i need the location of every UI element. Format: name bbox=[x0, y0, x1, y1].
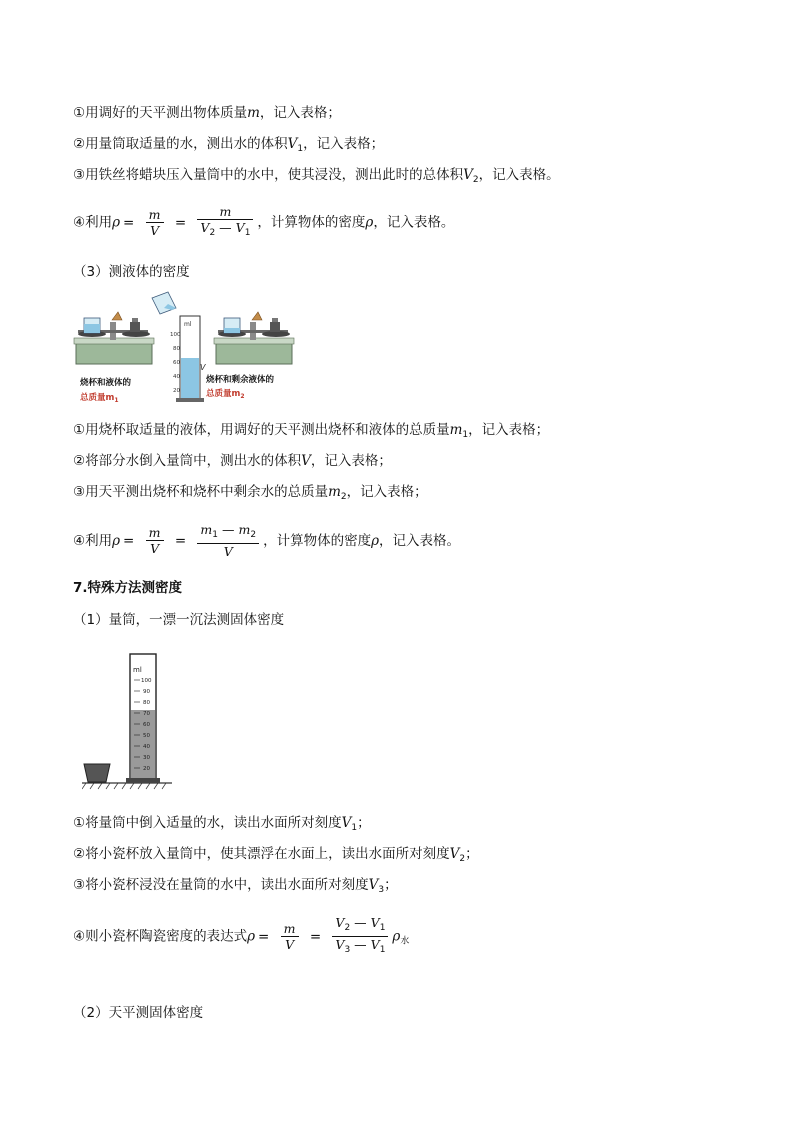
liquid-density-figure bbox=[72, 290, 302, 408]
denominator: V bbox=[197, 543, 259, 560]
step-text: ； bbox=[357, 815, 371, 831]
step-text: ④利用 bbox=[73, 533, 113, 549]
var-V: V bbox=[370, 915, 380, 930]
subscript: 1 bbox=[244, 228, 251, 238]
cylinder-tick: 60 bbox=[143, 722, 150, 728]
step-text: ③将小瓷杯浸没在量筒的水中，读出水面所对刻度 bbox=[73, 877, 369, 893]
fraction-m-over-V bbox=[146, 525, 164, 557]
rho-symbol: ρ bbox=[247, 928, 256, 945]
cylinder-V-label: V bbox=[200, 363, 206, 372]
denominator: V bbox=[281, 936, 299, 953]
numerator: m bbox=[219, 204, 232, 219]
balance-right bbox=[214, 312, 294, 364]
special-step-4-formula bbox=[73, 915, 409, 962]
minus-sign: — bbox=[354, 915, 367, 930]
solid-step-4-formula bbox=[73, 204, 454, 241]
step-text: ④则小瓷杯陶瓷密度的表达式 bbox=[73, 928, 248, 945]
caption-sub: 2 bbox=[240, 393, 245, 400]
equals-sign: = bbox=[123, 533, 135, 549]
var-m: m bbox=[238, 522, 251, 537]
cylinder-tick: 80 bbox=[143, 700, 150, 706]
solid-step-3 bbox=[73, 165, 560, 190]
step-text: ，记入表格。 bbox=[379, 533, 461, 549]
step-text: ②用量筒取适量的水，测出水的体积 bbox=[73, 136, 288, 152]
step-text: ①用调好的天平测出物体质量 bbox=[73, 105, 248, 121]
special-methods-heading: 7.特殊方法测密度 bbox=[73, 580, 183, 596]
numerator: m bbox=[148, 206, 161, 222]
step-text: ，记入表格； bbox=[346, 484, 428, 500]
caption-sub: 1 bbox=[114, 397, 119, 404]
step-text: ，记入表格； bbox=[259, 105, 341, 121]
cylinder-and-cup-figure bbox=[82, 648, 172, 790]
denominator bbox=[332, 936, 388, 958]
subscript: 2 bbox=[340, 492, 347, 502]
step-text: ，记入表格。 bbox=[373, 214, 455, 231]
subscript: 2 bbox=[472, 175, 479, 185]
fraction-m-over-V bbox=[146, 207, 164, 239]
equals-sign: = bbox=[174, 214, 187, 231]
subscript: 2 bbox=[209, 228, 216, 238]
cylinder-ml-label: ml bbox=[133, 666, 142, 674]
numerator bbox=[197, 522, 259, 543]
subscript: 3 bbox=[378, 885, 385, 895]
subscript: 1 bbox=[297, 144, 304, 154]
var-V: V bbox=[463, 167, 473, 183]
cylinder-tick: 40 bbox=[143, 744, 150, 750]
subscript: 1 bbox=[462, 430, 469, 440]
step-text: ④利用 bbox=[73, 214, 113, 231]
liquid-step-3 bbox=[73, 482, 428, 507]
var-V: V bbox=[200, 220, 210, 235]
denominator: V bbox=[146, 222, 164, 239]
step-text: ； bbox=[465, 846, 479, 862]
step-text: ③用天平测出烧杯和烧杯中剩余水的总质量 bbox=[73, 484, 329, 500]
fraction-m-over-V bbox=[281, 921, 299, 953]
var-V: V bbox=[368, 877, 379, 893]
caption-left-line2 bbox=[80, 392, 119, 404]
minus-sign: — bbox=[219, 220, 232, 235]
minus-sign: — bbox=[222, 522, 235, 537]
var-V: V bbox=[301, 453, 311, 469]
rho-symbol: ρ bbox=[371, 533, 380, 549]
special-step-2 bbox=[73, 844, 479, 869]
rho-symbol: ρ bbox=[112, 533, 121, 549]
liquid-step-2 bbox=[73, 451, 392, 471]
subscript: 2 bbox=[344, 923, 351, 933]
var-V: V bbox=[370, 937, 380, 952]
subscript-water: 水 bbox=[400, 936, 410, 947]
caption-right-line1: 烧杯和剩余液体的 bbox=[206, 375, 275, 385]
var-V: V bbox=[335, 915, 345, 930]
rho-symbol: ρ bbox=[365, 214, 374, 231]
var-V: V bbox=[449, 846, 460, 862]
fraction-m1-m2-over-V bbox=[197, 522, 259, 560]
step-text: ①用烧杯取适量的液体，用调好的天平测出烧杯和液体的总质量 bbox=[73, 422, 450, 438]
fraction-V2-V1-over-V3-V1 bbox=[332, 915, 388, 958]
step-text: ； bbox=[384, 877, 398, 893]
equals-sign: = bbox=[309, 928, 322, 945]
subscript: 2 bbox=[459, 854, 466, 864]
step-text: ②将部分水倒入量筒中，测出水的体积 bbox=[73, 453, 302, 469]
liquid-heading: （3）测液体的密度 bbox=[73, 264, 190, 280]
subscript: 1 bbox=[379, 945, 386, 955]
var-m: m bbox=[328, 484, 341, 500]
numerator bbox=[332, 915, 388, 936]
step-text: ，记入表格。 bbox=[478, 167, 560, 183]
liquid-step-1 bbox=[73, 420, 549, 445]
step-text: ①将量筒中倒入适量的水，读出水面所对刻度 bbox=[73, 815, 342, 831]
porcelain-cup-icon bbox=[84, 764, 110, 782]
cylinder-tick: 20 bbox=[173, 388, 180, 394]
var-V: V bbox=[287, 136, 298, 152]
subscript: 1 bbox=[351, 823, 358, 833]
special-sub-heading-2: （2）天平测固体密度 bbox=[73, 1005, 204, 1021]
cylinder-tick: 80 bbox=[173, 346, 180, 352]
cylinder-tick: 70 bbox=[143, 711, 150, 717]
step-text: ，计算物体的密度 bbox=[263, 533, 372, 549]
var-m: m bbox=[200, 522, 213, 537]
subscript: 3 bbox=[344, 945, 351, 955]
minus-sign: — bbox=[354, 937, 367, 952]
step-text: ③用铁丝将蜡块压入量筒中的水中，使其浸没，测出此时的总体积 bbox=[73, 167, 464, 183]
var-m: m bbox=[449, 422, 463, 438]
step-text: ②将小瓷杯放入量筒中，使其漂浮在水面上，读出水面所对刻度 bbox=[73, 846, 450, 862]
step-text: ，记入表格； bbox=[468, 422, 550, 438]
solid-step-2 bbox=[73, 134, 384, 159]
numerator: m bbox=[148, 525, 161, 540]
cylinder-tick: 30 bbox=[143, 755, 150, 761]
var-V: V bbox=[235, 220, 245, 235]
special-step-1 bbox=[73, 813, 371, 838]
step-text: ，记入表格； bbox=[303, 136, 385, 152]
subscript: 1 bbox=[379, 923, 386, 933]
step-text: ，计算物体的密度 bbox=[257, 214, 366, 231]
var-V: V bbox=[335, 937, 345, 952]
graduated-cylinder bbox=[152, 292, 206, 402]
denominator: V bbox=[146, 540, 164, 557]
cylinder-tick: 50 bbox=[143, 733, 150, 739]
special-step-3 bbox=[73, 875, 398, 900]
caption-right-line2 bbox=[206, 388, 245, 400]
denominator bbox=[197, 219, 253, 241]
var-V: V bbox=[341, 815, 352, 831]
caption-text: 总质量m bbox=[206, 389, 241, 399]
fraction-m-over-V2-V1 bbox=[197, 204, 253, 241]
cylinder-tick: 90 bbox=[143, 689, 150, 695]
rho-symbol: ρ bbox=[112, 214, 121, 231]
solid-step-1 bbox=[73, 103, 341, 123]
cylinder-ml-label: ml bbox=[184, 321, 192, 328]
liquid-step-4-formula bbox=[73, 522, 460, 560]
step-text: ，记入表格； bbox=[310, 453, 392, 469]
cylinder-tick: 100 bbox=[170, 332, 181, 338]
cylinder-tick: 20 bbox=[143, 766, 150, 772]
balance-left bbox=[74, 312, 154, 364]
equals-sign: = bbox=[174, 533, 187, 549]
caption-left-line1: 烧杯和液体的 bbox=[80, 378, 132, 388]
cylinder-tick: 60 bbox=[173, 360, 180, 366]
special-sub-heading-1: （1）量筒，一漂一沉法测固体密度 bbox=[73, 612, 285, 628]
rho-symbol: ρ bbox=[392, 928, 401, 945]
cylinder-tick: 100 bbox=[141, 678, 152, 684]
var-m: m bbox=[247, 105, 260, 121]
equals-sign: = bbox=[123, 214, 135, 231]
subscript: 1 bbox=[212, 530, 219, 540]
numerator: m bbox=[283, 920, 296, 936]
caption-text: 总质量m bbox=[80, 393, 115, 403]
cylinder-tick: 40 bbox=[173, 374, 180, 380]
subscript: 2 bbox=[250, 530, 257, 540]
equals-sign: = bbox=[258, 928, 270, 945]
